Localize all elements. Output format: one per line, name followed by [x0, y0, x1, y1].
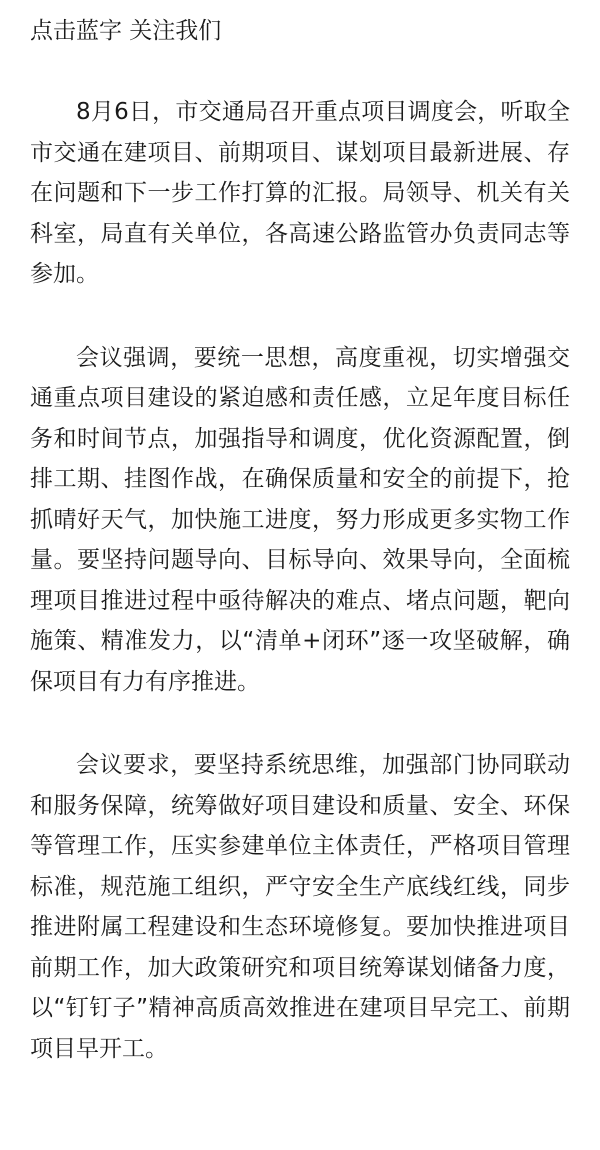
article-paragraph-2: 会议强调，要统一思想，高度重视，切实增强交通重点项目建设的紧迫感和责任感，立足年度目标任务和时间节点，加强指导和调度，优化资源配置，倒排工期、挂图作战，在确保质量和安全的前提下，抢抓晴好天气，加快施工进度，努力形成更多实物工作量。要坚持问题导向、目标导向、效果导向，全面梳理项目推进过程中亟待解决的难点、堵点问题，靶向施策、精准发力，以“清单+闭环”逐一攻坚破解，确保项目有力有序推进。 — [30, 344, 570, 695]
article-paragraph-3: 会议要求，要坚持系统思维，加强部门协同联动和服务保障，统筹做好项目建设和质量、安全、环保等管理工作，压实参建单位主体责任，严格项目管理标准，规范施工组织，严守安全生产底线红线，同步推进附属工程建设和生态环境修复。要加快推进项目前期工作，加大政策研究和项目统筹谋划储备力度，以“钉钉子”精神高质高效推进在建项目早完工、前期项目早开工。 — [30, 752, 570, 1062]
follow-us-prompt[interactable]: 点击蓝字 关注我们 — [30, 18, 222, 44]
article-paragraph-1: 8月6日，市交通局召开重点项目调度会，听取全市交通在建项目、前期项目、谋划项目最新进展、存在问题和下一步工作打算的汇报。局领导、机关有关科室，局直有关单位，各高速公路监管办负责同志等参加。 — [30, 99, 570, 287]
